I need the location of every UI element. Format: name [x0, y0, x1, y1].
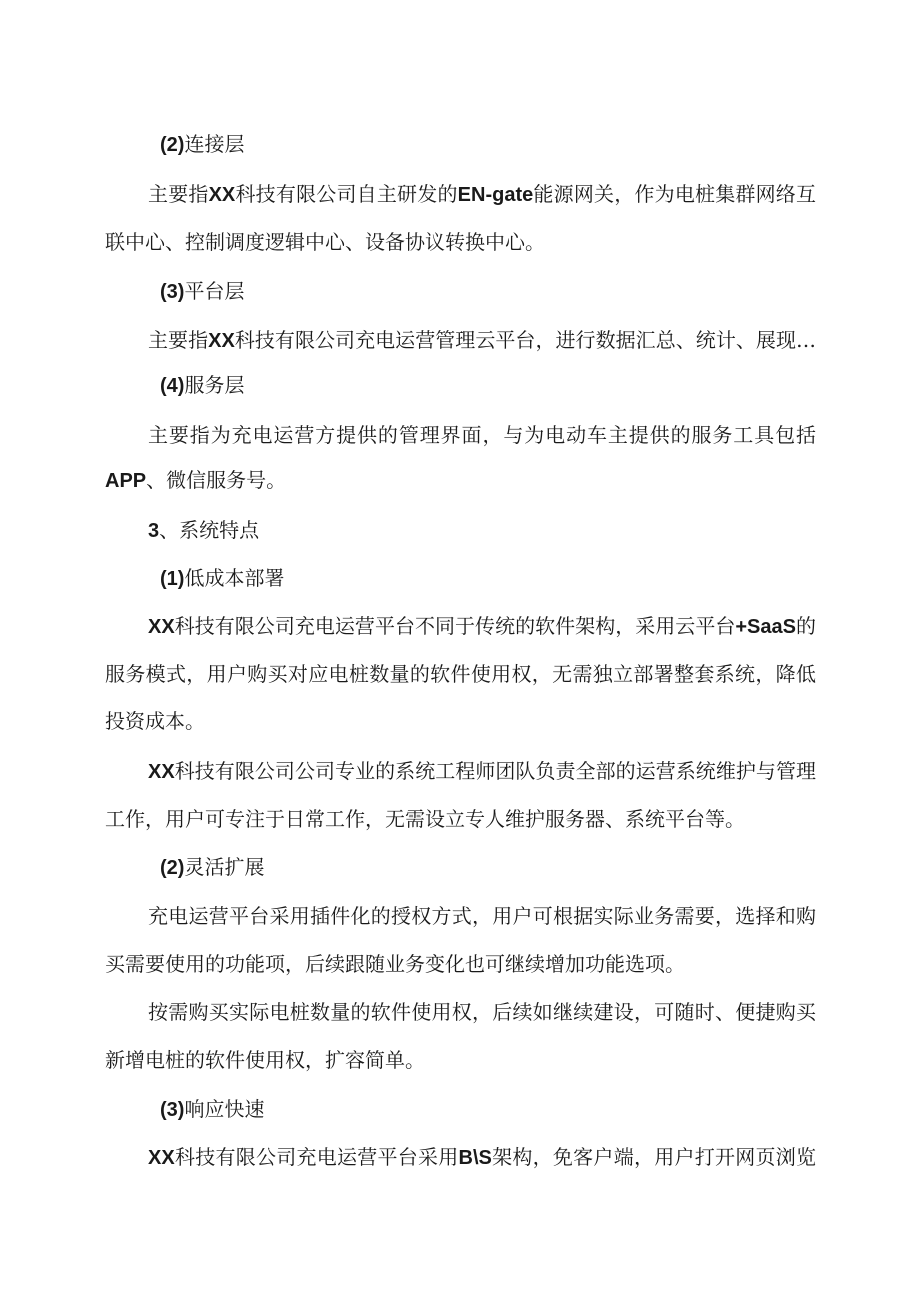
paragraph-flex-line4: 新增电桩的软件使用权，扩容简单。 [105, 1048, 425, 1072]
paragraph-service-line1: 主要指为充电运营方提供的管理界面，与为电动车主提供的服务工具包括 [148, 423, 816, 447]
paragraph-platform-line1: 主要指XX科技有限公司充电运营管理云平台，进行数据汇总、统计、展现… [148, 328, 817, 352]
paragraph-lowcost-line3: 投资成本。 [105, 709, 205, 733]
heading-fast-response: (3)响应快速 [160, 1097, 265, 1121]
paragraph-flex-line1: 充电运营平台采用插件化的授权方式，用户可根据实际业务需要，选择和购 [148, 904, 816, 928]
paragraph-flex-line2: 买需要使用的功能项，后续跟随业务变化也可继续增加功能选项。 [105, 952, 685, 976]
heading-flexible-expansion: (2)灵活扩展 [160, 855, 265, 879]
paragraph-service-line2: APP、微信服务号。 [105, 468, 287, 492]
paragraph-connection-line2: 联中心、控制调度逻辑中心、设备协议转换中心。 [105, 230, 545, 254]
paragraph-connection-line1: 主要指XX科技有限公司自主研发的EN-gate能源网关，作为电桩集群网络互 [148, 182, 817, 206]
paragraph-lowcost-line2: 服务模式，用户购买对应电桩数量的软件使用权，无需独立部署整套系统，降低 [105, 662, 816, 686]
paragraph-fast-line1: XX科技有限公司充电运营平台采用B\S架构，免客户端，用户打开网页浏览 [148, 1145, 817, 1169]
paragraph-lowcost-line5: 工作，用户可专注于日常工作，无需设立专人维护服务器、系统平台等。 [105, 807, 745, 831]
heading-connection-layer: (2)连接层 [160, 132, 245, 156]
paragraph-lowcost-line1: XX科技有限公司充电运营平台不同于传统的软件架构，采用云平台+SaaS的 [148, 614, 817, 638]
heading-service-layer: (4)服务层 [160, 373, 245, 397]
heading-system-features: 3、系统特点 [148, 518, 260, 542]
heading-platform-layer: (3)平台层 [160, 279, 245, 303]
heading-low-cost: (1)低成本部署 [160, 566, 285, 590]
paragraph-flex-line3: 按需购买实际电桩数量的软件使用权，后续如继续建设，可随时、便捷购买 [148, 1000, 816, 1024]
paragraph-lowcost-line4: XX科技有限公司公司专业的系统工程师团队负责全部的运营系统维护与管理 [148, 759, 816, 783]
